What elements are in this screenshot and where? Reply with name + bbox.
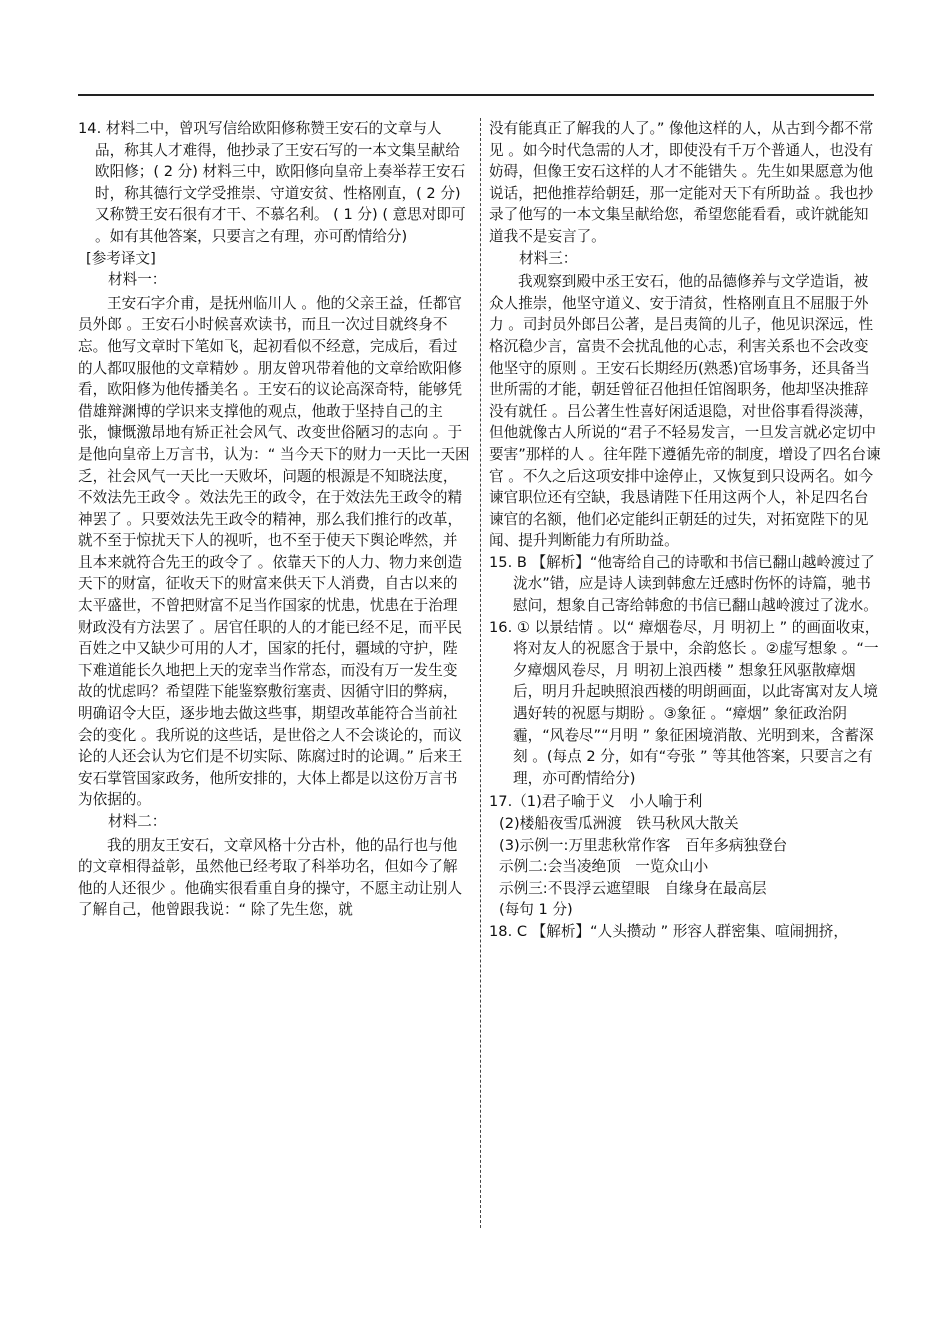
reference-translation-title: [参考译文] [86,249,156,267]
answer-17-line-2: (2)楼船夜雪瓜洲渡 铁马秋风大散关 [499,815,739,832]
answer-14: 14. 材料二中，曾巩写信给欧阳修称赞王安石的文章与人品，称其人才难得，他抄录了王安石写的一本文集呈献给欧阳修；( 2 分) 材料三中，欧阳修向皇帝上奏举荐王安石时，称其德行文学受推崇、守道安贫、性格刚直，( 2 分) 又称赞王安石很有才干、不慕名利。 ( 1 分) ( 意思对即可 。如有其他答案，只要言之有理，亦可酌情给分) [78,120,466,245]
answer-17-line-3: (3)示例一:万里悲秋常作客 百年多病独登台 [499,836,788,854]
column-divider [480,118,481,1228]
answer-17-line-5: 示例三:不畏浮云遮望眼 自缘身在最高层 [499,879,767,897]
answer-16: 16. ① 以景结情 。以“ 瘴烟卷尽，月 明初上 ” 的画面收束，将对友人的祝愿含于景中，余韵悠长 。②虚写想象 。“一夕瘴烟风卷尽，月 明初上浪西楼 ” 想象狂风驱散瘴烟后，明月升起映照浪西楼的明朗画面，以此寄寓对友人境遇好转的祝愿与期盼 。③象征 。“瘴烟” 象征政治阴霾，“风卷尽”“月明 ” 象征困境消散、光明到来，含蓄深刻 。(每点 2 分，如有“夸张 ” 等其他答案，只要言之有理，亦可酌情给分) [489,618,880,787]
material-2-continued: 没有能真正了解我的人了。” 像他这样的人，从古到今都不常见 。如今时代急需的人才，即使没有千万个普通人，也没有妨碍，但像王安石这样的人才不能错失 。先生如果愿意为他说话，把他推荐给朝廷，那一定能对天下有所助益 。我也抄录了他写的一本文集呈献给您，希望您能看看，或许就能知道我不是妄言了。 [489,120,874,245]
material-3-title: 材料三： [519,249,578,267]
material-1-text: 王安石字介甫，是抚州临川人 。他的父亲王益，任都官员外郎 。王安石小时候喜欢读书，而且一次过目就终身不忘。他写文章时下笔如飞，起初看似不经意，完成后，看过的人都叹服他的文章精妙 。朋友曾巩带着他的文章给欧阳修看，欧阳修为他传播美名 。王安石的议论高深奇特，能够凭借雄辩渊博的学识来支撑他的观点，他敢于坚持自己的主张，慷慨激昂地有矫正社会风气、改变世俗陋习的志向 。于是他向皇帝上万言书，认为：“ 当今天下的财力一天比一天困乏，社会风气一天比一天败坏，问题的根源是不知晓法度，不效法先王政令 。效法先王的政令，在于效法先王政令的精神罢了 。只要效法先王政令的精神，那么我们推行的改革，就不至于惊扰天下人的视听，也不至于使天下舆论哗然，并且本来就符合先王的政令了 。依靠天下的人力、物力来创造天下的财富，征收天下的财富来供天下人消费，自古以来的太平盛世，不曾把财富不足当作国家的忧患，忧患在于治理财政没有方法罢了 。居官任职的人的才能已经不足，而平民百姓之中又缺少可用的人才，国家的托付，疆域的守护，陛下难道能长久地把上天的宠幸当作常态，而没有万一发生变故的忧虑吗？希望陛下能鉴察敷衍塞责、因循守旧的弊病，明确诏令大臣，逐步地去做这些事，期望改革能符合当前社会的变化 。我所说的这些话，是世俗之人不会谈论的，而议论的人还会认为它们是不切实际、陈腐过时的论调。” 后来王安石掌管国家政务，他所安排的，大体上都是以这份万言书为依据的。 [78,294,470,809]
answer-18: 18. C 【解析】“人头攒动 ” 形容人群密集、喧闹拥挤， [489,922,848,940]
top-rule [78,94,874,96]
material-3-text: 我观察到殿中丞王安石，他的品德修养与文学造诣，被众人推崇，他坚守道义、安于清贫，性格刚直且不屈服于外力 。司封员外郎吕公著，是吕夷简的儿子，他见识深远，性格沉稳少言，富贵不会扰乱他的心志，利害关系也不会改变他坚守的原则 。王安石长期经历(熟悉)官场事务，还具备当世所需的才能，朝廷曾征召他担任馆阁职务，他却坚决推辞没有就任 。吕公著生性喜好闲适退隐，对世俗事看得淡薄，但他就像古人所说的“君子不轻易发言，一旦发言就必定切中要害”那样的人 。往年陛下遵循先帝的制度，增设了四名台谏官 。不久之后这项安排中途停止，又恢复到只设两名。如今谏官职位还有空缺，我恳请陛下任用这两个人，补足四名台谏官的名额，他们必定能纠正朝廷的过失，对拓宽陛下的见闻、提升判断能力有所助益。 [489,273,881,550]
answer-17-line-1: 17.（1)君子喻于义 小人喻于利 [489,793,703,811]
answer-15: 15. B 【解析】“他寄给自己的诗歌和书信已翻山越岭渡过了泷水”错，应是诗人读到韩愈左迁感时伤怀的诗篇，驰书慰问，想象自己寄给韩愈的书信已翻山越岭渡过了泷水。 [489,553,878,615]
answer-17-line-4: 示例二:会当凌绝顶 一览众山小 [499,858,709,876]
left-column [78,118,470,921]
material-2-title: 材料二： [108,813,167,830]
material-2-text: 我的朋友王安石，文章风格十分古朴，他的品行也与他的文章相得益彰，虽然他已经考取了科举功名，但如今了解他的人还很少 。他确实很看重自身的操守，不愿主动让别人了解自己，他曾跟我说：“ 除了先生您，就 [78,836,463,919]
material-1-title: 材料一： [108,271,167,289]
answer-17-line-6: (每句 1 分) [499,901,573,919]
right-column [489,118,881,943]
